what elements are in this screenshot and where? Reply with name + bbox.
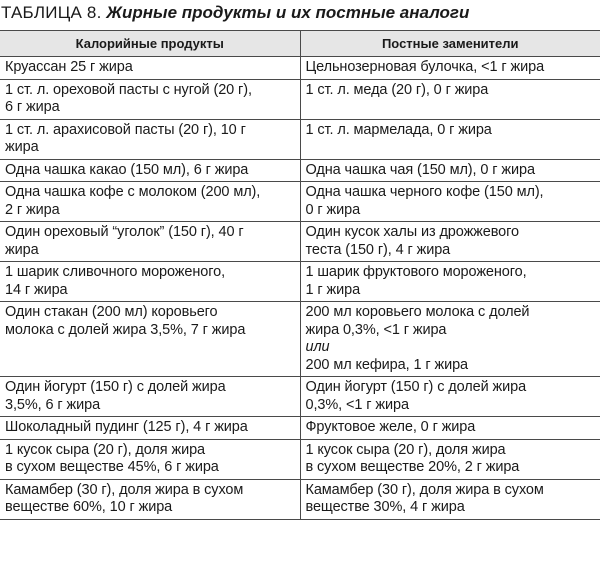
high-calorie-cell	[0, 222, 300, 262]
cell-text-line: Одна чашка кофе с молоком (200 мл),	[5, 184, 261, 200]
high-calorie-cell	[0, 439, 300, 479]
lean-substitute-cell	[300, 417, 600, 440]
cell-text-line: жира 0,3%, <1 г жира	[305, 321, 447, 338]
table-row	[0, 79, 600, 119]
cell-text-line: веществе 30%, 4 г жира	[305, 499, 465, 515]
cell-text-line: 1 ст. л. меда (20 г), 0 г жира	[305, 81, 489, 98]
table-title: Жирные продукты и их постные аналоги	[106, 3, 470, 22]
high-calorie-cell	[0, 417, 300, 440]
cell-text-line: Один ореховый “уголок” (150 г), 40 г	[5, 224, 244, 240]
cell-text-line: 1 ст. л. ореховой пасты с нугой (20 г),	[5, 81, 252, 98]
high-calorie-cell	[0, 182, 300, 222]
fat-products-table	[0, 30, 600, 520]
lean-substitute-cell	[300, 159, 600, 182]
high-calorie-cell	[0, 57, 300, 80]
table-caption	[0, 0, 600, 30]
column-header-lean-substitutes: Постные заменители	[300, 31, 600, 57]
cell-text-line: Одна чашка какао (150 мл), 6 г жира	[5, 161, 249, 178]
cell-text-line: жира	[5, 139, 39, 155]
cell-text-line: в сухом веществе 45%, 6 г жира	[5, 459, 219, 475]
column-header-high-calorie: Калорийные продукты	[0, 31, 300, 57]
cell-text-line: 1 ст. л. мармелада, 0 г жира	[305, 121, 492, 138]
table-row	[0, 182, 600, 222]
high-calorie-cell	[0, 377, 300, 417]
lean-substitute-cell	[300, 79, 600, 119]
cell-text-line: Одна чашка черного кофе (150 мл),	[305, 184, 544, 200]
cell-text-line: Один стакан (200 мл) коровьего	[5, 304, 218, 320]
cell-text-line: 1 г жира	[305, 281, 361, 298]
cell-text-line: 1 ст. л. арахисовой пасты (20 г), 10 г	[5, 121, 246, 138]
cell-text-line: Один йогурт (150 г) с долей жира	[305, 379, 527, 395]
cell-text-line: жира	[5, 241, 39, 258]
cell-text-line: или	[305, 339, 330, 355]
cell-text-line: 1 шарик фруктового мороженого,	[305, 264, 527, 280]
lean-substitute-cell	[300, 479, 600, 519]
cell-text-line: 1 шарик сливочного мороженого,	[5, 264, 226, 280]
lean-substitute-cell	[300, 222, 600, 262]
cell-text-line: 200 мл коровьего молока с долей	[305, 304, 530, 320]
cell-text-line: 1 кусок сыра (20 г), доля жира	[5, 441, 206, 458]
cell-text-line: Камамбер (30 г), доля жира в сухом	[305, 481, 544, 498]
cell-text-line: Круассан 25 г жира	[5, 59, 133, 75]
lean-substitute-cell	[300, 377, 600, 417]
cell-text-line: Шоколадный пудинг (125 г), 4 г жира	[5, 419, 248, 435]
cell-text-line: в сухом веществе 20%, 2 г жира	[305, 459, 520, 475]
cell-text-line: Одна чашка чая (150 мл), 0 г жира	[305, 161, 535, 178]
high-calorie-cell	[0, 262, 300, 302]
cell-text-line: веществе 60%, 10 г жира	[5, 499, 173, 515]
table-row	[0, 479, 600, 519]
cell-text-line: Камамбер (30 г), доля жира в сухом	[5, 481, 244, 498]
cell-text-line: 14 г жира	[5, 281, 68, 298]
high-calorie-cell	[0, 479, 300, 519]
table-row	[0, 417, 600, 440]
lean-substitute-cell	[300, 57, 600, 80]
cell-text-line: 2 г жира	[5, 201, 60, 218]
table-row	[0, 262, 600, 302]
cell-text-line: Фруктовое желе, 0 г жира	[305, 419, 476, 435]
cell-text-line: Цельнозерновая булочка, <1 г жира	[305, 59, 545, 75]
table-row	[0, 377, 600, 417]
lean-substitute-cell	[300, 439, 600, 479]
lean-substitute-cell	[300, 182, 600, 222]
lean-substitute-cell	[300, 302, 600, 377]
lean-substitute-cell	[300, 262, 600, 302]
high-calorie-cell	[0, 302, 300, 377]
cell-text-line: молока с долей жира 3,5%, 7 г жира	[5, 321, 246, 338]
cell-text-line: Один кусок халы из дрожжевого	[305, 224, 519, 240]
cell-text-line: 0,3%, <1 г жира	[305, 396, 409, 413]
table-row	[0, 119, 600, 159]
table-row	[0, 439, 600, 479]
cell-text-line: 6 г жира	[5, 99, 60, 115]
table-row	[0, 302, 600, 377]
table-number: ТАБЛИЦА 8.	[1, 3, 102, 22]
table-row	[0, 159, 600, 182]
cell-text-line: 3,5%, 6 г жира	[5, 396, 101, 413]
high-calorie-cell	[0, 79, 300, 119]
high-calorie-cell	[0, 159, 300, 182]
table-row	[0, 57, 600, 80]
table-row	[0, 222, 600, 262]
high-calorie-cell	[0, 119, 300, 159]
lean-substitute-cell	[300, 119, 600, 159]
cell-text-line: 200 мл кефира, 1 г жира	[305, 356, 469, 373]
cell-text-line: 0 г жира	[305, 201, 361, 218]
cell-text-line: 1 кусок сыра (20 г), доля жира	[305, 441, 506, 458]
cell-text-line: теста (150 г), 4 г жира	[305, 241, 451, 258]
header-row	[0, 31, 600, 57]
cell-text-line: Один йогурт (150 г) с долей жира	[5, 379, 226, 395]
